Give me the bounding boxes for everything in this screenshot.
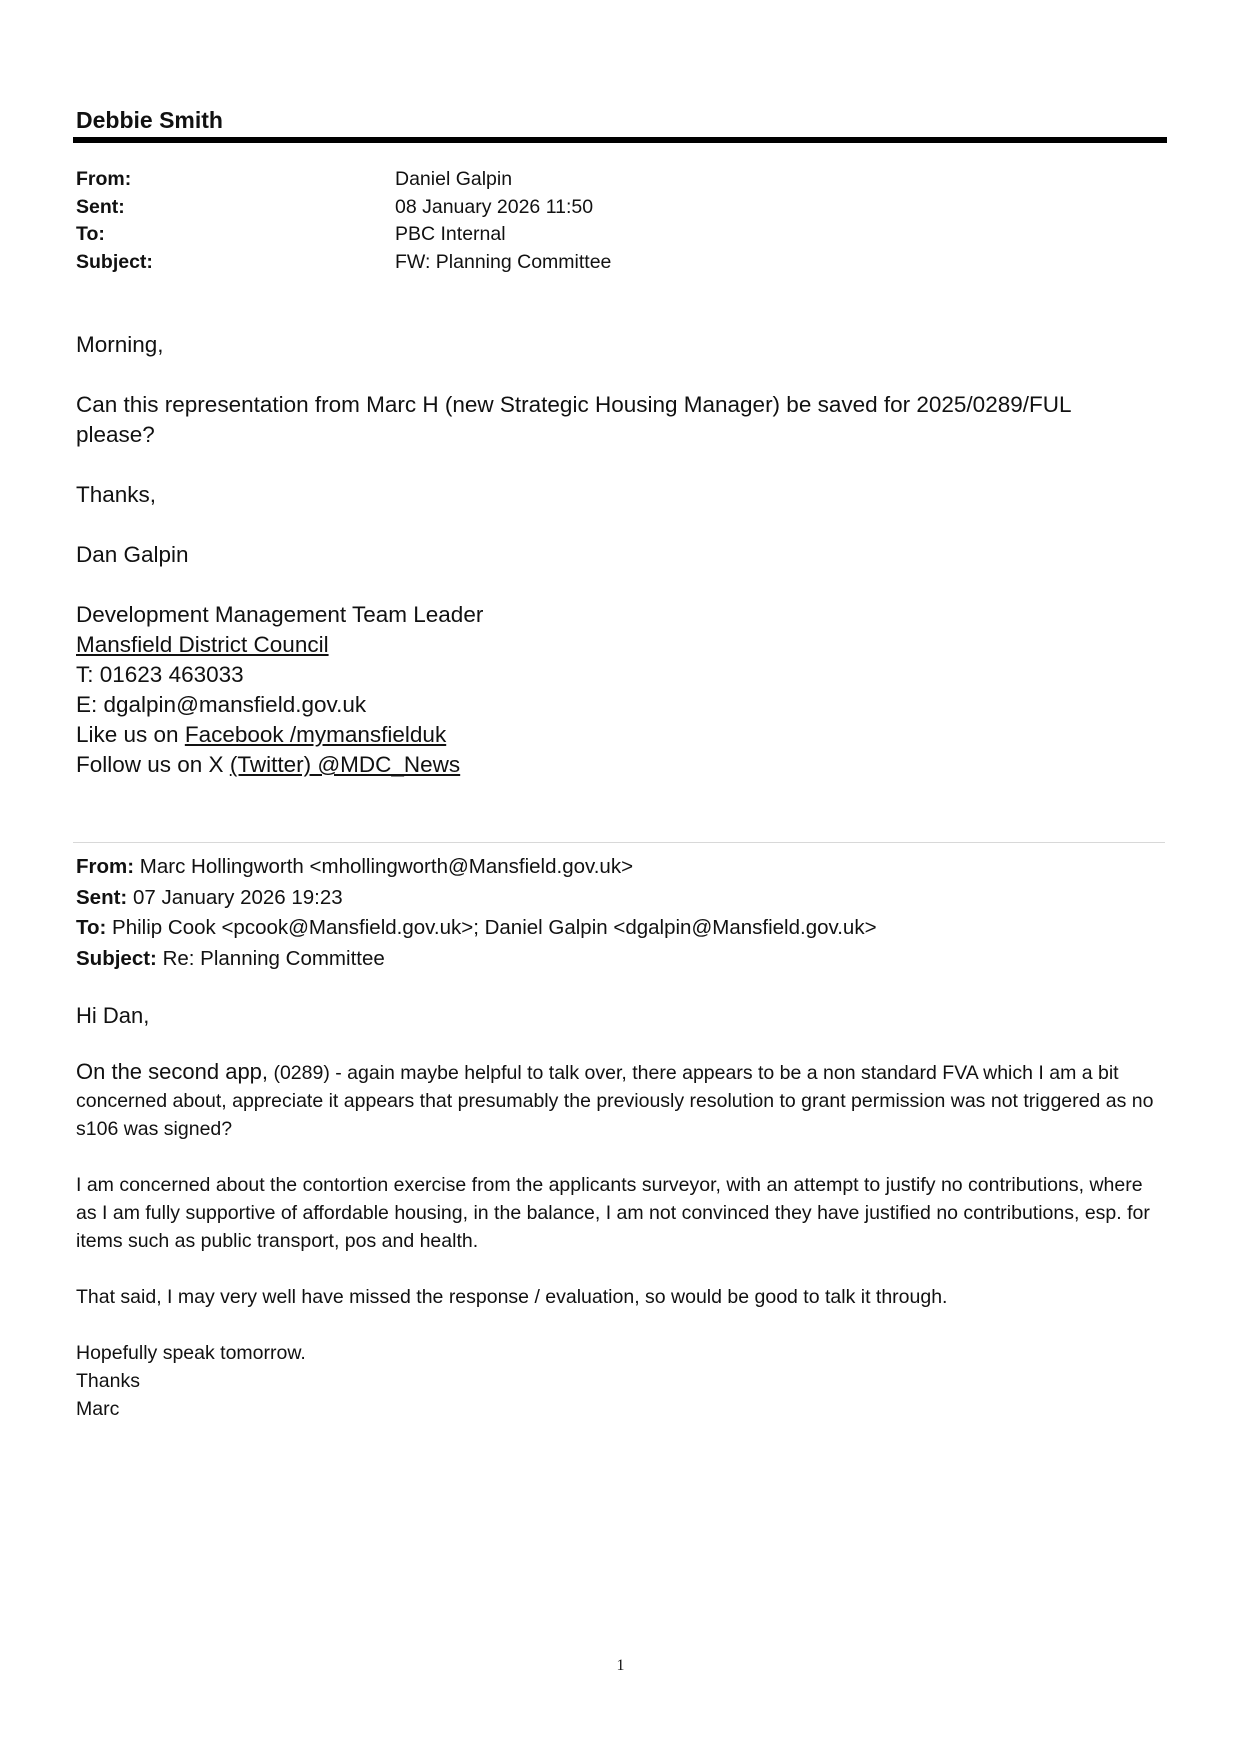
fwd-paragraph-1 [76,1058,1166,1143]
fwd-subject-value: Re: Planning Committee [156,946,385,970]
fwd-sent-value: 07 January 2026 19:23 [127,885,343,909]
mailbox-owner-name: Debbie Smith [76,107,223,133]
signature-role: Development Management Team Leader [76,602,484,627]
sent-label: Sent: [76,195,125,218]
fwd-to-value: Philip Cook <pcook@Mansfield.gov.uk>; Daniel Galpin <dgalpin@Mansfield.gov.uk> [106,916,877,939]
to-label: To: [76,223,105,245]
fwd-from-row [76,852,877,883]
fwd-closing-3: Marc [76,1398,120,1420]
fwd-greeting: Hi Dan, [76,1003,150,1028]
fwd-paragraph-2: I am concerned about the contortion exercise from the applicants surveyor, with an attempt to justify no contributions, where as I am fully supportive of affordable housing, in the balance, I am not convinced they have justified no contributions, esp. for items such as public transport, pos and health. [76,1174,1150,1252]
page-number: 1 [616,1657,625,1674]
fwd-paragraph-1-rest: (0289) - again maybe helpful to talk over, there appears to be a non standard FVA which I am a bit concerned about, appreciate it appears that presumably the previously resolution to grant permission was not triggered as no s106 was signed? [76,1062,1154,1140]
fwd-paragraph-1-lead: On the second app, [76,1059,269,1084]
from-label: From: [76,168,132,190]
fwd-subject-label: Subject: [76,946,157,970]
council-link[interactable]: Mansfield District Council [76,632,329,657]
request-line-2: please? [76,422,155,447]
facebook-prefix: Like us on [76,722,185,747]
subject-value: FW: Planning Committee [395,250,612,273]
signature-phone: T: 01623 463033 [76,662,244,687]
forward-divider [73,842,1165,843]
message-body [76,330,1166,780]
forwarded-header [76,852,877,974]
greeting: Morning, [76,332,164,357]
facebook-link[interactable]: Facebook /mymansfielduk [184,722,447,747]
fwd-subject-row [76,944,877,975]
fwd-paragraph-3: That said, I may very well have missed the response / evaluation, so would be good to talk it through. [76,1286,948,1308]
to-value: PBC Internal [395,223,506,245]
sender-name: Dan Galpin [76,542,189,567]
signature-facebook-line [76,720,1166,750]
fwd-closing-2: Thanks [76,1370,140,1392]
twitter-link[interactable]: (Twitter) @MDC_News [229,752,461,777]
fwd-to-label: To: [76,916,107,939]
fwd-sent-row [76,883,877,914]
thanks: Thanks, [76,482,157,507]
request-line-1: Can this representation from Marc H (new Strategic Housing Manager) be saved for 2025/0289/FUL [76,392,1072,417]
fwd-from-value: Marc Hollingworth <mhollingworth@Mansfield.gov.uk> [134,855,634,878]
fwd-closing-1: Hopefully speak tomorrow. [76,1342,306,1364]
sent-value: 08 January 2026 11:50 [395,195,594,218]
signature-block [76,600,1166,780]
from-value: Daniel Galpin [395,168,513,190]
forwarded-body [76,1001,1166,1423]
signature-email: E: dgalpin@mansfield.gov.uk [76,692,367,717]
fwd-to-row [76,913,877,944]
subject-label: Subject: [76,250,153,273]
fwd-from-label: From: [76,855,135,878]
signature-twitter-line [76,750,1166,780]
fwd-sent-label: Sent: [76,885,128,909]
twitter-prefix: Follow us on X [76,752,230,777]
heading-rule [73,137,1167,143]
